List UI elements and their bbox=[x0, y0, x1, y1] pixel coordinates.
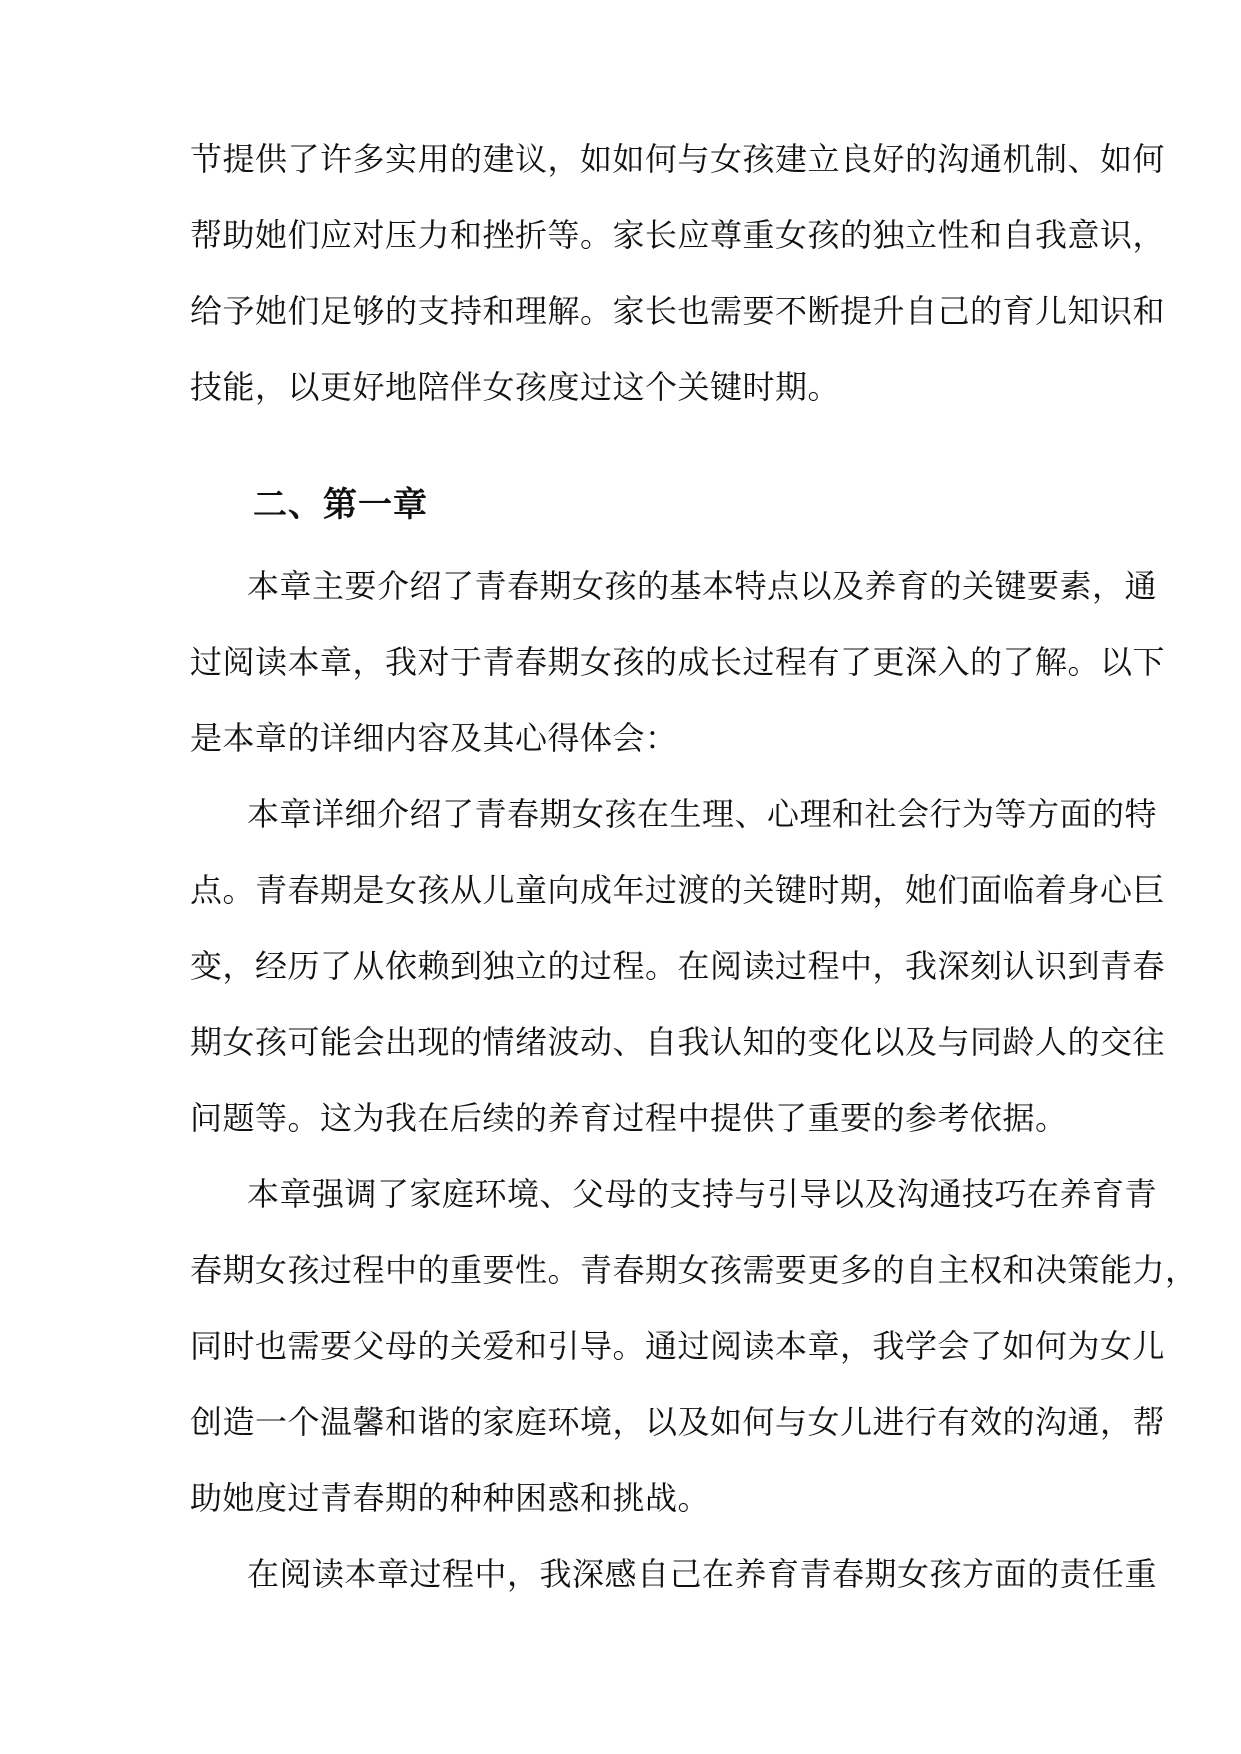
paragraph-line: 给予她们足够的支持和理解。家长也需要不断提升自己的育儿知识和 bbox=[190, 292, 1166, 330]
paragraph-line: 帮助她们应对压力和挫折等。家长应尊重女孩的独立性和自我意识， bbox=[190, 216, 1166, 254]
paragraph-line: 节提供了许多实用的建议，如如何与女孩建立良好的沟通机制、如何 bbox=[190, 140, 1166, 178]
paragraph-line: 春期女孩过程中的重要性。青春期女孩需要更多的自主权和决策能力， bbox=[190, 1251, 1198, 1289]
paragraph-line: 本章详细介绍了青春期女孩在生理、心理和社会行为等方面的特 bbox=[247, 795, 1158, 833]
paragraph-line: 过阅读本章，我对于青春期女孩的成长过程有了更深入的了解。以下 bbox=[190, 643, 1166, 681]
paragraph-line: 助她度过青春期的种种困惑和挑战。 bbox=[190, 1479, 711, 1517]
paragraph-line: 问题等。这为我在后续的养育过程中提供了重要的参考依据。 bbox=[190, 1099, 1068, 1137]
paragraph-line: 技能，以更好地陪伴女孩度过这个关键时期。 bbox=[190, 368, 841, 406]
paragraph-line: 创造一个温馨和谐的家庭环境，以及如何与女儿进行有效的沟通，帮 bbox=[190, 1403, 1166, 1441]
paragraph-line: 在阅读本章过程中，我深感自己在养育青春期女孩方面的责任重 bbox=[247, 1555, 1158, 1593]
paragraph-line: 期女孩可能会出现的情绪波动、自我认知的变化以及与同龄人的交往 bbox=[190, 1023, 1166, 1061]
paragraph-line: 同时也需要父母的关爱和引导。通过阅读本章，我学会了如何为女儿 bbox=[190, 1327, 1166, 1365]
paragraph-line: 点。青春期是女孩从儿童向成年过渡的关键时期，她们面临着身心巨 bbox=[190, 871, 1166, 909]
paragraph-line: 本章主要介绍了青春期女孩的基本特点以及养育的关键要素，通 bbox=[247, 567, 1158, 605]
paragraph-line: 变，经历了从依赖到独立的过程。在阅读过程中，我深刻认识到青春 bbox=[190, 947, 1166, 985]
paragraph-line: 本章强调了家庭环境、父母的支持与引导以及沟通技巧在养育青 bbox=[247, 1175, 1158, 1213]
paragraph-line: 是本章的详细内容及其心得体会： bbox=[190, 719, 678, 757]
section-heading: 二、第一章 bbox=[253, 485, 428, 525]
